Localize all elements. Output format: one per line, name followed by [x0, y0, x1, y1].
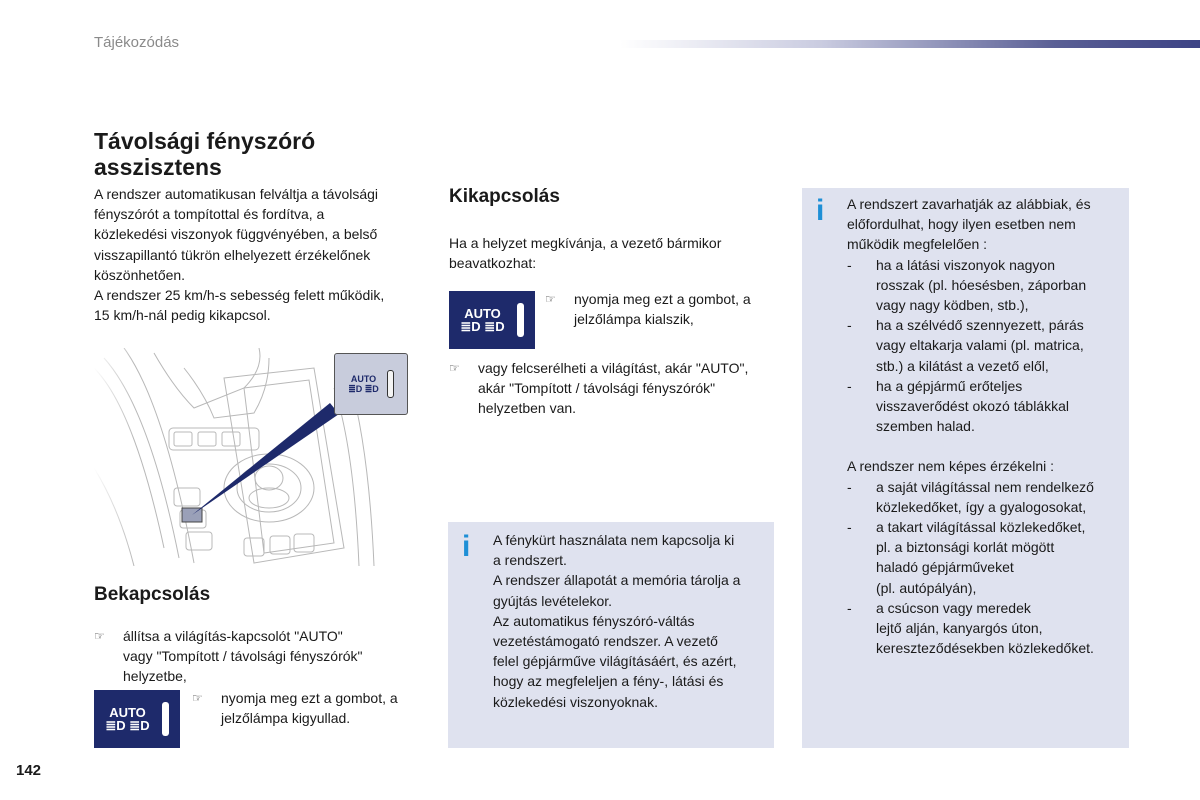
list-item: - ha a gépjármű erőteljes visszaverődést okozó táblákkal szemben halad. [847, 377, 1069, 435]
list-item: - a csúcson vagy meredek lejtő alján, kanyargós úton, kereszteződésekben közlekedőket. [847, 599, 1094, 657]
info-line: működik megfelelően : [847, 236, 988, 253]
info-line: felel gépjárműve világításáért, és azért, [493, 653, 737, 670]
bullet-line: helyzetben van. [478, 400, 577, 417]
info-line: A rendszer állapotát a memória tárolja a [493, 572, 741, 589]
bullet-line: nyomja meg ezt a gombot, a [221, 690, 398, 706]
auto-button-off [449, 291, 535, 349]
info-line: előfordulhat, hogy ilyen esetben nem [847, 216, 1076, 233]
page-title-line: Távolsági fényszóró [94, 128, 316, 154]
info-box-right [802, 188, 1129, 748]
pointer-bullet-icon: ☞ [94, 629, 105, 643]
info-line: A rendszert zavarhatják az alábbiak, és [847, 196, 1091, 212]
intro-line: Ha a helyzet megkívánja, a vezető bármikor [449, 235, 722, 251]
intro-line: közlekedési viszonyok függvényében, a belső [94, 226, 378, 243]
kikapcsolas-heading: Kikapcsolás [449, 186, 560, 207]
bullet-line: jelzőlámpa kigyullad. [221, 710, 351, 727]
auto-label: AUTO [109, 705, 146, 720]
list-item: - a takart világítással közlekedőket, pl. a biztonsági korlát mögött haladó gépjárműveket (pl. autópályán), [847, 519, 1086, 596]
page-number: 142 [16, 762, 42, 779]
header-gradient-bar [620, 40, 1200, 48]
list-item: - ha a szélvédő szennyezett, párás vagy eltakarja valami (pl. matrica, stb.) a kilátást a vezető elől, [847, 317, 1084, 374]
info-icon: i [462, 530, 471, 563]
headlight-icon: ≣D ≣D [348, 384, 379, 394]
indicator-lamp-icon [387, 370, 394, 398]
bekapcsolas-heading: Bekapcsolás [94, 584, 211, 605]
list-item: - a saját világítással nem rendelkező közlekedőket, így a gyalogosokat, [847, 478, 1094, 515]
page-title [94, 128, 315, 180]
intro-line: beavatkozhat: [449, 255, 537, 272]
bullet-line: akár "Tompított / távolsági fényszórók" [478, 380, 716, 397]
auto-label: AUTO [464, 306, 501, 321]
info-line: A rendszer nem képes érzékelni : [847, 458, 1054, 475]
pointer-bullet-icon: ☞ [545, 292, 556, 306]
intro-line: A rendszer automatikusan felváltja a távolsági [94, 186, 379, 202]
page-title-line: asszisztens [94, 154, 222, 180]
info-box-middle [448, 522, 774, 748]
intro-line: köszönhetően. [94, 266, 186, 283]
auto-button-on [94, 690, 180, 748]
intro-line: fényszórót a tompítottal és fordítva, a [94, 206, 325, 223]
bullet-line: állítsa a világítás-kapcsolót "AUTO" [123, 628, 343, 644]
intro-paragraph [94, 184, 424, 325]
bullet-line: vagy "Tompított / távolsági fényszórók" [123, 648, 363, 665]
info-middle-text [493, 530, 768, 712]
info-right-text [847, 194, 1127, 658]
info-line: Az automatikus fényszóró-váltás [493, 612, 695, 629]
zoomed-auto-button [334, 353, 408, 415]
info-line: a rendszert. [493, 552, 567, 569]
pointer-bullet-icon: ☞ [192, 691, 203, 705]
indicator-lamp-icon [517, 303, 524, 337]
section-header: Tájékozódás [94, 34, 180, 51]
list-item: - ha a látási viszonyok nagyon rosszak (pl. hóesésben, záporban vagy nagy ködben, stb.), [847, 256, 1087, 314]
info-line: vezetéstámogató rendszer. A vezető [493, 633, 718, 650]
pointer-bullet-icon: ☞ [449, 361, 460, 375]
info-icon: i [816, 194, 825, 227]
bullet-line: jelzőlámpa kialszik, [574, 311, 694, 328]
info-line: közlekedési viszonyoknak. [493, 693, 658, 710]
bekapcsolas-bullet-1 [94, 626, 424, 687]
console-illustration [94, 348, 410, 566]
bullet-line: helyzetbe, [123, 668, 187, 685]
indicator-lamp-icon [162, 702, 169, 736]
intro-line: A rendszer 25 km/h-s sebesség felett működik, [94, 287, 385, 304]
info-line: A fénykürt használata nem kapcsolja ki [493, 532, 735, 548]
headlight-icon: ≣D ≣D [460, 319, 505, 334]
info-line: hogy az megfeleljen a fény-, látási és [493, 673, 724, 690]
bekapcsolas-bullet-2 [192, 688, 432, 728]
intro-line: visszapillantó tükrön elhelyezett érzékelőnek [94, 246, 371, 263]
intro-line: 15 km/h-nál pedig kikapcsol. [94, 307, 271, 324]
kikapcsolas-bullet-2 [449, 358, 789, 419]
headlight-icon: ≣D ≣D [105, 718, 150, 733]
zoomed-auto-label: AUTO [350, 374, 377, 384]
kikapcsolas-intro [449, 233, 779, 273]
info-line: gyújtás levételekor. [493, 592, 613, 609]
kikapcsolas-bullet-1 [545, 289, 785, 329]
bullet-line: vagy felcserélheti a világítást, akár "AUTO", [478, 360, 749, 376]
bullet-line: nyomja meg ezt a gombot, a [574, 291, 751, 307]
